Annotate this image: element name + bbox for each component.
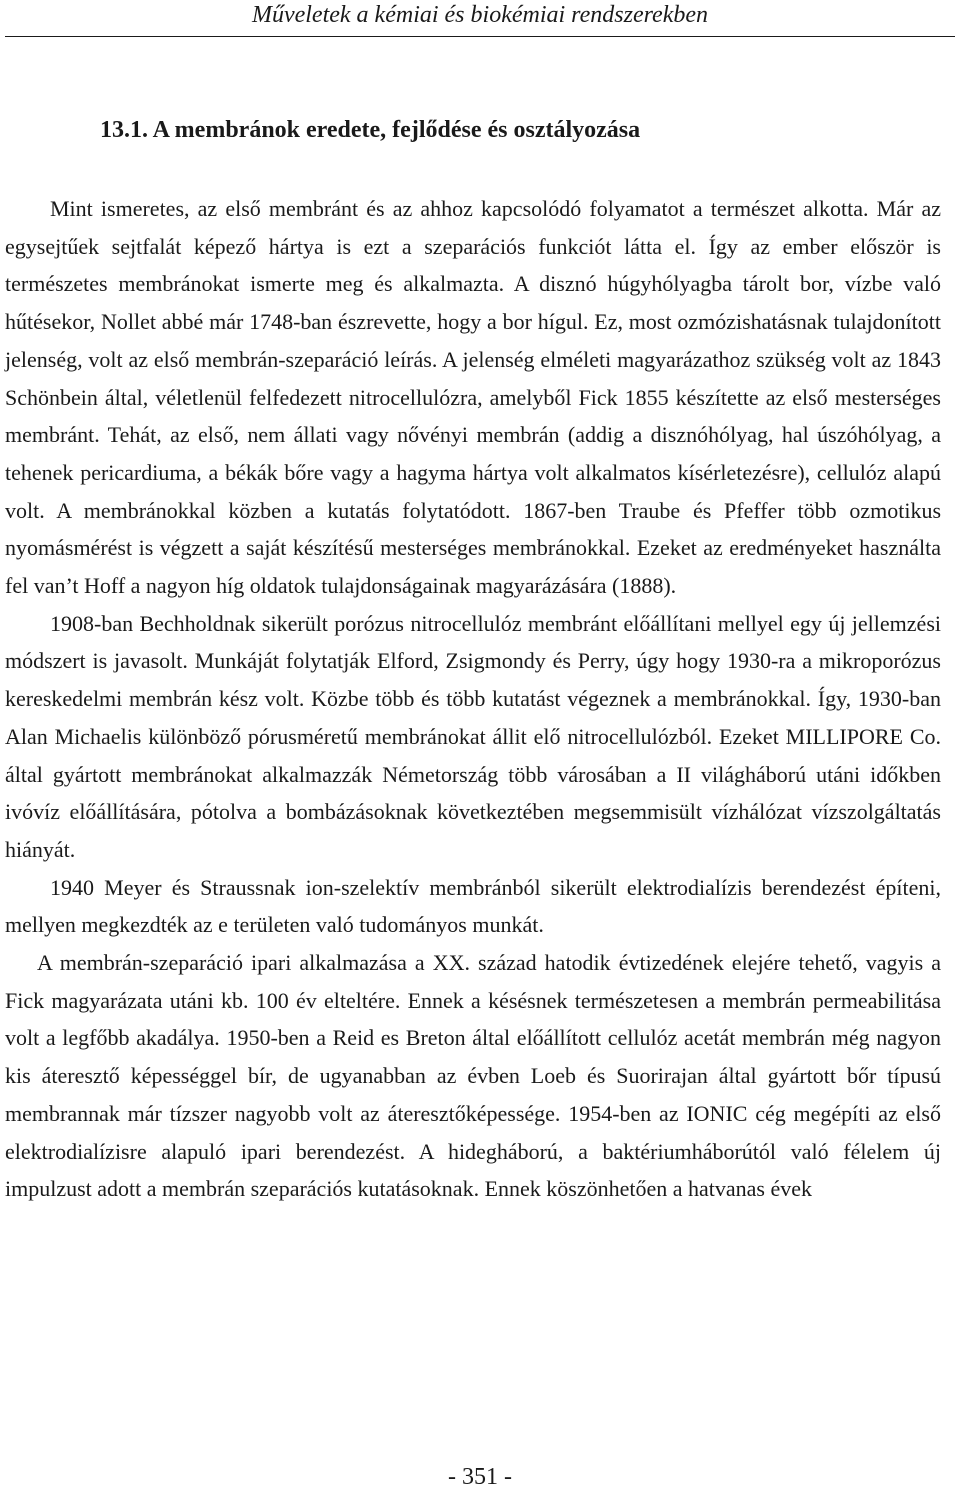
paragraph-origins: Mint ismeretes, az első membránt és az ahhoz kapcsolódó folyamatot a természet alkotta. Már az egysejtűek sejtfalát képező hártya is ezt a szeparációs funkciót látta el. Így az ember először is természetes membránokat ismerte meg és alkalmazta. A disznó húgyhólyagba tárolt bor, vízbe való hűtésekor, Nollet abbé már 1748-ban észrevette, hogy a bor hígul. Ez, most ozmózishatásnak tulajdonított jelenség, volt az első membrán-szeparáció leírás. A jelenség elméleti magyarázathoz szükség volt az 1843 Schönbein által, véletlenül felfedezett nitrocellulózra, amelyből Fick 1855 készítette az első mesterséges membránt. Tehát, az első, nem állati vagy nővényi membrán (addig a disznóhólyag, hal úszóhólyag, a tehenek pericardiuma, a békák bőre vagy a hagyma hártya volt alkalmatos kísérletezésre), cellulóz alapú volt. A membránokkal közben a kutatás folytatódott. 1867-ben Traube és Pfeffer több ozmotikus nyomásmérést is végzett a saját készítésű mesterséges membránokkal. Ezeket az eredményeket használta fel van’t Hoff a nagyon híg oldatok tulajdonságainak magyarázására (1888). [5, 196, 941, 599]
body-text [5, 190, 941, 1208]
paragraph-meyer-strauss: 1940 Meyer és Straussnak ion-szelektív membránból sikerült elektrodialízis berendezést építeni, mellyen megkezdték az e területen való tudományos munkát. [5, 874, 941, 938]
paragraph-bechhold: 1908-ban Bechholdnak sikerült porózus nitrocellulóz membránt előállítani mellyel egy új jellemzési módszert is javasolt. Munkáját folytatják Elford, Zsigmondy és Perry, úgy hogy 1930-ra a mikroporózus kereskedelmi membrán kész volt. Közbe több és több kutatást végeznek a membránokkal. Így, 1930-ban Alan Michaelis különböző pórusméretű membránokat állit elő nitrocellulózból. Ezeket MILLIPORE Co. által gyártott membránokat alkalmazzák Németország több városában a II világháború utáni időkben ivóvíz előállítására, pótolva a bombázásoknak következtében megsemmisült vízhálózat vízszolgáltatás hiányát. [5, 610, 941, 862]
section-title: 13.1. A membránok eredete, fejlődése és osztályozása [100, 117, 641, 143]
running-header-title: Műveletek a kémiai és biokémiai rendszerekben [251, 2, 709, 28]
paragraph-industrial-application: A membrán-szeparáció ipari alkalmazása a XX. század hatodik évtizedének elejére tehető, vagyis a Fick magyarázata utáni kb. 100 év elteltére. Ennek a késésnek természetesen a membrán permeabilitása volt a legfőbb akadálya. 1950-ben a Reid es Breton által előállított cellulóz acetát membrán még nagyon kis áteresztő képességgel bír, de ugyanabban az évben Loeb és Suorirajan által gyártott bőr típusú membrannak már tízszer nagyobb volt az áteresztőképessége. 1954-ben az IONIC cég megépíti az első elektrodialízisre alapuló ipari berendezést. A hidegháború, a baktériumháborútól való félelem új impulzust adott a membrán szeparációs kutatásoknak. Ennek köszönhetően a hatvanas évek [5, 950, 941, 1202]
header-divider [5, 36, 955, 37]
page-number: - 351 - [448, 1464, 512, 1490]
